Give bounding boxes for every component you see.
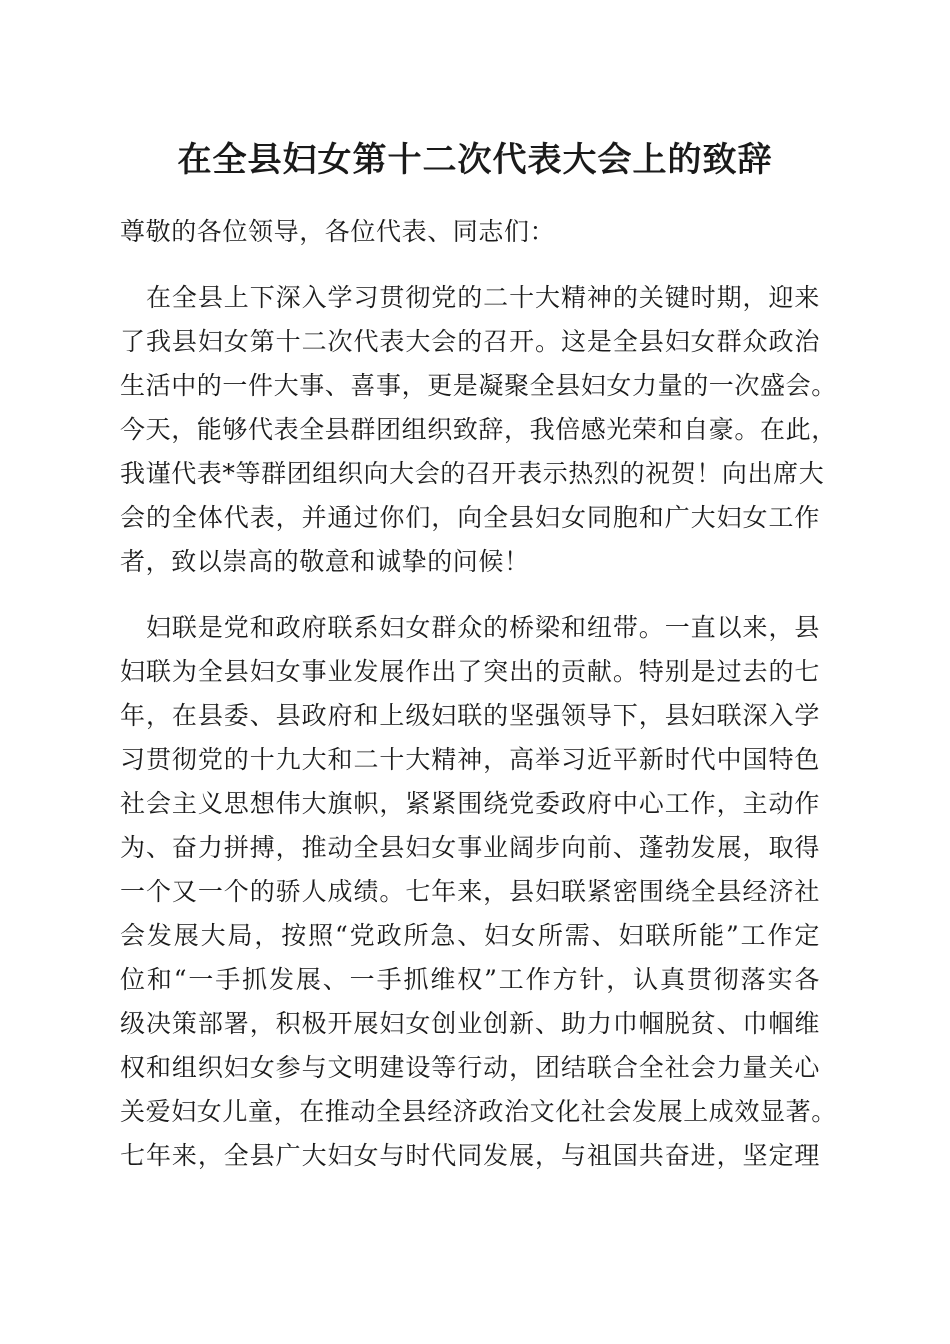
text-line: 妇联为全县妇女事业发展作出了突出的贡献。特别是过去的七: [120, 657, 820, 686]
text-line: 今天，能够代表全县群团组织致辞，我倍感光荣和自豪。在此，: [120, 415, 837, 444]
salutation: 尊敬的各位领导，各位代表、同志们：: [120, 217, 556, 246]
text-line: 社会主义思想伟大旗帜，紧紧围绕党委政府中心工作，主动作: [120, 789, 820, 818]
text-line: 为、奋力拼搏，推动全县妇女事业阔步向前、蓬勃发展，取得: [120, 833, 820, 862]
text-line: 习贯彻党的十九大和二十大精神，高举习近平新时代中国特色: [120, 745, 820, 774]
text-line: 了我县妇女第十二次代表大会的召开。这是全县妇女群众政治: [120, 327, 820, 356]
text-line: 七年来，全县广大妇女与时代同发展，与祖国共奋进，坚定理: [120, 1141, 820, 1170]
text-line: 年，在县委、县政府和上级妇联的坚强领导下，县妇联深入学: [120, 701, 820, 730]
text-line: 权和组织妇女参与文明建设等行动，团结联合全社会力量关心: [120, 1053, 820, 1082]
text-line: 位和“一手抓发展、一手抓维权”工作方针，认真贯彻落实各: [120, 965, 820, 994]
document-title: 在全县妇女第十二次代表大会上的致辞: [177, 140, 773, 180]
text-line: 妇联是党和政府联系妇女群众的桥梁和纽带。一直以来，县: [120, 613, 820, 642]
text-line: 生活中的一件大事、喜事，更是凝聚全县妇女力量的一次盛会。: [120, 371, 837, 400]
text-line: 者，致以崇高的敬意和诚挚的问候！: [120, 547, 530, 576]
text-line: 在全县上下深入学习贯彻党的二十大精神的关键时期，迎来: [120, 283, 820, 312]
text-line: 会发展大局，按照“党政所急、妇女所需、妇联所能”工作定: [120, 921, 820, 950]
text-line: 我谨代表*等群团组织向大会的召开表示热烈的祝贺！向出席大: [120, 459, 825, 488]
text-line: 关爱妇女儿童，在推动全县经济政治文化社会发展上成效显著。: [120, 1097, 837, 1126]
text-line: 级决策部署，积极开展妇女创业创新、助力巾帼脱贫、巾帼维: [120, 1009, 820, 1038]
text-line: 会的全体代表，并通过你们，向全县妇女同胞和广大妇女工作: [120, 503, 820, 532]
text-line: 一个又一个的骄人成绩。七年来，县妇联紧密围绕全县经济社: [120, 877, 820, 906]
